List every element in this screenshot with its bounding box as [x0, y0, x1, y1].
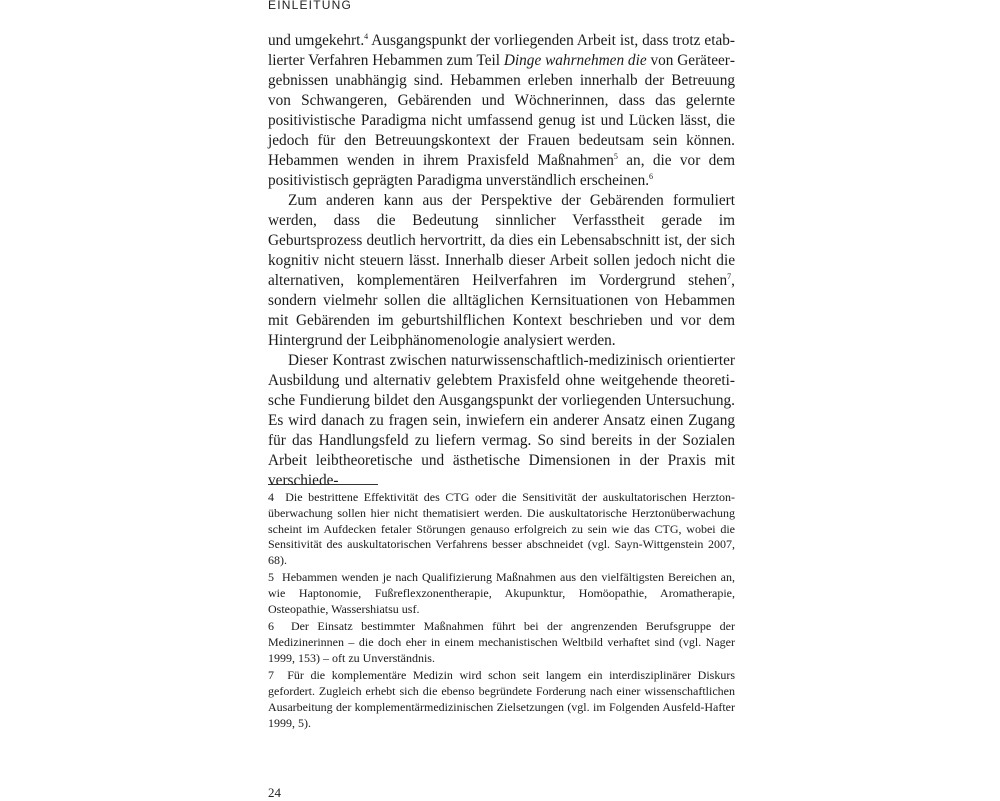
footnote-text: Die bestrittene Effektivität des CTG oder die Sensitivität der auskultatorischen Herztonüberwachung sollen hier nicht thematisiert werden. Die auskultatorische Herztonüberwachung scheint im Aufdecken fetaler Störungen genauso erfolgreich zu sein wie das CTG, wobei die Sensitivität des auskultatorischen Verfahrens besser abschneidet (vgl. Sayn-Wittgenstein 2007, 68).	[268, 490, 736, 568]
footnote-4	[268, 490, 735, 569]
footnote-7	[268, 668, 735, 731]
footnote-number: 6	[268, 619, 274, 634]
footnote-number: 4	[268, 490, 274, 504]
running-head: EINLEITUNG	[268, 0, 353, 12]
text-segment: Ausgangspunkt der vorliegenden Arbeit ist, dass trotz etablierter Verfahren Hebammen zum Teil	[268, 32, 736, 69]
text-segment: an, die vor dem positivistisch geprägten Paradigma unverständlich erscheinen.	[268, 152, 735, 189]
footnote-number: 5	[268, 570, 274, 585]
footnote-separator	[268, 484, 378, 485]
text-segment: von Geräteergebnissen unabhängig sind. Hebammen erleben innerhalb der Betreuung von Schwangeren, Gebärenden und Wöchnerinnen, dass das gelernte positivistische Paradigma nicht umfassend genug ist und Lücken lässt, die jedoch für den Betreuungskontext der Frauen bedeutsam sein können. Hebammen wenden in ihrem Praxisfeld Maßnahmen	[268, 52, 735, 169]
body-text	[268, 31, 735, 491]
footnote-reference-4: 4	[364, 32, 369, 41]
paragraph-2	[268, 191, 735, 351]
paragraph-3	[268, 351, 735, 491]
footnote-text: Der Einsatz bestimmter Maßnahmen führt bei der angrenzenden Berufsgruppe der Medizinerinnen – die doch eher in einem mechanistischen Weltbild verhaftet sind (vgl. Nager 1999, 153) – oft zu Unverständnis.	[268, 619, 735, 665]
footnote-text: Hebammen wenden je nach Qualifizierung Maßnahmen aus den vielfältigsten Bereichen an, wie Haptonomie, Fußreflexzonentherapie, Akupunktur, Homöopathie, Aromatherapie, Osteopathie, Wassershiatsu usf.	[268, 570, 735, 617]
footnotes	[268, 490, 735, 733]
footnote-number: 7	[268, 668, 274, 683]
footnote-6	[268, 619, 735, 666]
footnote-reference-5: 5	[613, 152, 618, 161]
footnote-reference-7: 7	[727, 272, 732, 281]
page-number: 24	[268, 785, 281, 800]
paragraph-1	[268, 31, 735, 191]
text-segment: und umgekehrt.	[268, 32, 365, 49]
text-segment: , sondern vielmehr sollen die alltäglichen Kernsituationen von Hebammen mit Gebärenden im geburtshilflichen Kontext beschrieben und vor dem Hintergrund der Leibphänomenologie analysiert werden.	[268, 272, 735, 349]
text-segment: Dieser Kontrast zwischen naturwissenschaftlich-medizinisch orientierter Ausbildung und alternativ gelebtem Praxisfeld ohne weitgehende theoretische Fundierung bildet den Ausgangspunkt der vorliegenden Untersuchung. Es wird danach zu fragen sein, inwiefern ein anderer Ansatz einen Zugang für das Handlungsfeld zu liefern vermag. So sind bereits in der Sozialen Arbeit leibtheoretische und ästhetische Dimensionen in der Praxis mit verschiede-	[268, 352, 735, 489]
text-segment: Zum anderen kann aus der Perspektive der Gebärenden formuliert werden, dass die Bedeutung sinnlicher Verfasstheit gerade im Geburtsprozess deutlich hervortritt, da dies ein Lebensabschnitt ist, der sich kognitiv nicht steuern lässt. Innerhalb dieser Arbeit sollen jedoch nicht die alternativen, komplementären Heilverfahren im Vordergrund stehen	[268, 192, 735, 289]
footnote-5	[268, 570, 735, 617]
footnote-reference-6: 6	[649, 172, 654, 181]
footnote-text: Für die komplementäre Medizin wird schon seit langem ein interdisziplinärer Diskurs gefordert. Zugleich erhebt sich die ebenso begründete Forderung nach einer wissenschaftlichen Ausarbeitung der komplementärmedizinischen Zielsetzungen (vgl. im Folgenden Ausfeld-Hafter 1999, 5).	[268, 668, 735, 730]
emphasis-text: Dinge wahrnehmen die	[503, 52, 647, 69]
